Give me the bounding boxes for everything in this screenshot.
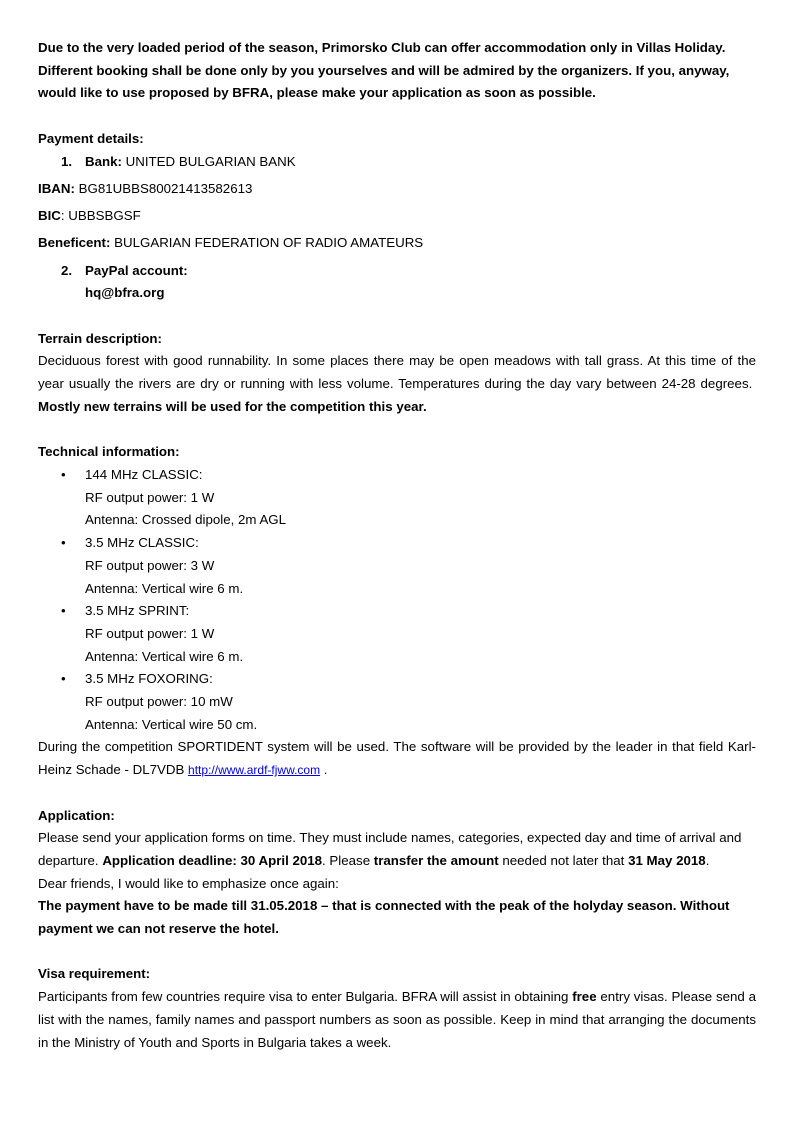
bullet-icon: • bbox=[61, 671, 66, 687]
technical-list bbox=[38, 464, 756, 736]
tech-power: RF output power: 10 mW bbox=[85, 694, 233, 710]
tech-title: 3.5 MHz SPRINT: bbox=[85, 603, 190, 619]
technical-item bbox=[38, 464, 756, 532]
beneficent-line bbox=[38, 232, 756, 255]
payment-date: 31 May 2018 bbox=[628, 852, 706, 868]
terrain-paragraph bbox=[38, 350, 756, 418]
terrain-text: Deciduous forest with good runnability. In some places there may be open meadows with tall grass. At this time of the year usually the rivers are dry or running with less volume. Temperatures during the day vary between 24-28 degrees. bbox=[38, 353, 756, 392]
item-number: 2. bbox=[61, 262, 73, 278]
bank-label: Bank: bbox=[85, 153, 122, 169]
paypal-email: hq@bfra.org bbox=[85, 285, 165, 301]
tech-antenna: Antenna: Crossed dipole, 2m AGL bbox=[85, 512, 287, 528]
visa-heading: Visa requirement: bbox=[38, 966, 151, 982]
bullet-icon: • bbox=[61, 466, 66, 482]
bullet-icon: • bbox=[61, 535, 66, 551]
technical-item bbox=[38, 532, 756, 600]
bank-line bbox=[38, 151, 756, 174]
application-deadline: Application deadline: 30 April 2018 bbox=[102, 852, 323, 868]
tech-power: RF output power: 1 W bbox=[85, 489, 215, 505]
tech-antenna: Antenna: Vertical wire 6 m. bbox=[85, 580, 244, 596]
application-text: . bbox=[705, 852, 710, 868]
application-paragraph bbox=[38, 827, 756, 872]
bic-label: BIC bbox=[38, 208, 61, 224]
tech-power: RF output power: 3 W bbox=[85, 557, 215, 573]
iban-value: BG81UBBS80021413582613 bbox=[78, 180, 253, 196]
link-trailing-dot: . bbox=[323, 762, 328, 778]
application-heading: Application: bbox=[38, 807, 115, 823]
iban-label: IBAN: bbox=[38, 180, 75, 196]
sportident-text: During the competition SPORTIDENT system will be used. The software will be provided by the leader in that field Karl-Heinz Schade - DL7VDB bbox=[38, 739, 756, 778]
paypal-label: PayPal account: bbox=[85, 262, 188, 278]
application-text: needed not later that bbox=[502, 852, 625, 868]
tech-power: RF output power: 1 W bbox=[85, 625, 215, 641]
paypal-line bbox=[38, 260, 756, 283]
bank-value: UNITED BULGARIAN BANK bbox=[125, 153, 296, 169]
payment-note: The payment have to be made till 31.05.2018 – that is connected with the peak of the holyday season. Without payment we can not reserve the hotel. bbox=[38, 898, 730, 937]
intro-paragraph: Due to the very loaded period of the season, Primorsko Club can offer accommodation only in Villas Holiday. Different booking shall be done only by you yourselves and will be admired by the organizers. If you, anyway, would like to use proposed by BFRA, please make your application as soon as possible. bbox=[38, 40, 730, 101]
technical-heading: Technical information: bbox=[38, 444, 180, 460]
iban-line bbox=[38, 178, 756, 201]
visa-free: free bbox=[572, 989, 597, 1005]
application-text: . Please bbox=[322, 852, 371, 868]
transfer-amount: transfer the amount bbox=[373, 852, 499, 868]
tech-title: 144 MHz CLASSIC: bbox=[85, 466, 203, 482]
visa-text: Participants from few countries require visa to enter Bulgaria. BFRA will assist in obtaining bbox=[38, 989, 569, 1005]
bic-line bbox=[38, 205, 756, 228]
beneficent-value: BULGARIAN FEDERATION OF RADIO AMATEURS bbox=[114, 235, 424, 251]
friends-line: Dear friends, I would like to emphasize once again: bbox=[38, 875, 339, 891]
ardf-link[interactable]: http://www.ardf-fjww.com bbox=[188, 763, 321, 778]
terrain-heading: Terrain description: bbox=[38, 330, 162, 346]
bic-value: : UBBSBGSF bbox=[60, 208, 141, 224]
tech-title: 3.5 MHz FOXORING: bbox=[85, 671, 213, 687]
technical-item bbox=[38, 668, 756, 736]
sportident-paragraph bbox=[38, 736, 756, 781]
application-text: Please send your application forms on time. They must include names, categories, expected day and time of arrival and departure. bbox=[38, 830, 742, 868]
document-page bbox=[38, 37, 756, 1054]
tech-antenna: Antenna: Vertical wire 6 m. bbox=[85, 648, 244, 664]
technical-item bbox=[38, 600, 756, 668]
beneficent-label: Beneficent: bbox=[38, 235, 111, 251]
payment-heading: Payment details: bbox=[38, 130, 144, 146]
visa-paragraph bbox=[38, 986, 756, 1054]
terrain-bold-text: Mostly new terrains will be used for the competition this year. bbox=[38, 398, 427, 414]
item-number: 1. bbox=[61, 153, 73, 169]
tech-title: 3.5 MHz CLASSIC: bbox=[85, 535, 199, 551]
visa-text: entry visas. Please send a list with the names, family names and passport numbers as soon as possible. Keep in mind that arranging the documents in the Ministry of Youth and Sports in Bulgaria takes a week. bbox=[38, 989, 757, 1050]
tech-antenna: Antenna: Vertical wire 50 cm. bbox=[85, 716, 258, 732]
bullet-icon: • bbox=[61, 603, 66, 619]
